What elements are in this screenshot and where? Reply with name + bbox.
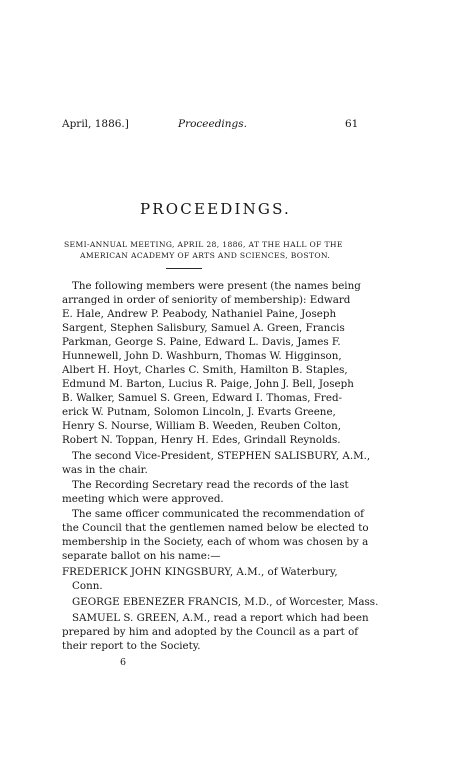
body-line: The second Vice-President, STEPHEN SALISBURY, A.M., [72,450,371,462]
body-line: Henry S. Nourse, William B. Weeden, Reuben Colton, [62,420,341,432]
body-line: GEORGE EBENEZER FRANCIS, M.D., of Worcester, Mass. [72,596,379,608]
body-line: B. Walker, Samuel S. Green, Edward I. Thomas, Fred- [62,392,343,404]
body-line: erick W. Putnam, Solomon Lincoln, J. Evarts Greene, [62,406,336,418]
body-line: the Council that the gentlemen named below be elected to [62,522,369,534]
body-line: Albert H. Hoyt, Charles C. Smith, Hamilton B. Staples, [62,364,348,376]
body-line: E. Hale, Andrew P. Peabody, Nathaniel Paine, Joseph [62,308,337,320]
body-line: prepared by him and adopted by the Council as a part of [62,626,359,638]
body-line: Parkman, George S. Paine, Edward L. Davis, James F. [62,336,341,348]
running-head-date: April, 1886.] [62,118,129,130]
body-line: The same officer communicated the recommendation of [72,508,364,520]
body-line: Conn. [72,580,103,592]
body-line: their report to the Society. [62,640,201,652]
page-number: 61 [345,118,359,130]
body-line: Sargent, Stephen Salisbury, Samuel A. Green, Francis [62,322,345,334]
body-line: Robert N. Toppan, Henry H. Edes, Grindall Reynolds. [62,434,341,446]
meeting-subtitle-line-1: SEMI-ANNUAL MEETING, APRIL 28, 1886, AT THE HALL OF THE [64,240,343,249]
body-line: SAMUEL S. GREEN, A.M., read a report which had been [72,612,369,624]
body-line: The following members were present (the names being [72,280,361,292]
body-line: FREDERICK JOHN KINGSBURY, A.M., of Waterbury, [62,566,338,578]
body-line: meeting which were approved. [62,493,224,505]
body-line: The Recording Secretary read the records of the last [72,479,349,491]
body-line: Hunnewell, John D. Washburn, Thomas W. Higginson, [62,350,342,362]
running-head-section: Proceedings. [178,118,248,130]
section-rule [166,268,202,269]
body-line: membership in the Society, each of whom was chosen by a [62,536,369,548]
body-line: Edmund M. Barton, Lucius R. Paige, John J. Bell, Joseph [62,378,354,390]
page-title: PROCEEDINGS. [140,200,292,218]
body-line: was in the chair. [62,464,148,476]
signature-mark: 6 [120,657,127,668]
meeting-subtitle-line-2: AMERICAN ACADEMY OF ARTS AND SCIENCES, BOSTON. [80,251,331,260]
body-line: separate ballot on his name:— [62,550,221,562]
body-line: arranged in order of seniority of membership): Edward [62,294,351,306]
